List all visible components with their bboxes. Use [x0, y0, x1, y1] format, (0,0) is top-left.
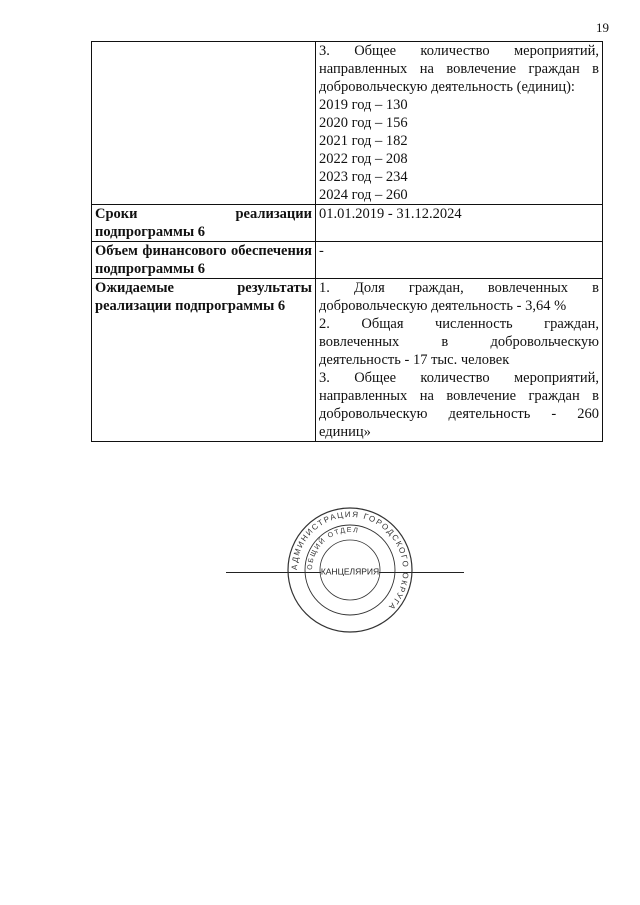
expected-result: 2. Общая численность граждан, вовлеченных в добровольческую деятельность - 17 тыс. человек — [319, 316, 599, 368]
row-label-cell: Ожидаемые результаты реализации подпрограммы 6 — [92, 279, 316, 442]
table-row — [92, 42, 603, 205]
year-value: 2019 год – 130 — [319, 97, 408, 113]
year-value: 2023 год – 234 — [319, 169, 408, 185]
table-row — [92, 279, 603, 442]
row-label-cell: Объем финансового обеспечения подпрограммы 6 — [92, 242, 316, 279]
stamp-inner-text: ОБЩИЙ ОТДЕЛ — [306, 526, 360, 571]
table-row — [92, 242, 603, 279]
expected-result: 3. Общее количество мероприятий, направленных на вовлечение граждан в добровольческую деятельность - 260 единиц» — [319, 370, 599, 440]
year-value: 2024 год – 260 — [319, 187, 408, 203]
row-value-cell: - — [316, 242, 603, 279]
year-value: 2021 год – 182 — [319, 133, 408, 149]
page-number: 19 — [596, 20, 609, 35]
row-value-cell: 01.01.2019 - 31.12.2024 — [316, 205, 603, 242]
expected-result: 1. Доля граждан, вовлеченных в добровольческую деятельность - 3,64 % — [319, 280, 599, 314]
program-passport-table — [91, 41, 603, 442]
year-value: 2022 год – 208 — [319, 151, 408, 167]
row-value-cell — [316, 279, 603, 442]
stamp-center-text: КАНЦЕЛЯРИЯ — [320, 566, 380, 577]
row-label-cell: Сроки реализации подпрограммы 6 — [92, 205, 316, 242]
row-value-cell — [316, 42, 603, 205]
stamp-outer-text: АДМИНИСТРАЦИЯ ГОРОДСКОГО ОКРУГА — [289, 509, 411, 613]
year-value: 2020 год – 156 — [319, 115, 408, 131]
office-stamp — [285, 505, 415, 635]
indicator-text: 3. Общее количество мероприятий, направленных на вовлечение граждан в добровольческую деятельность (единиц): — [319, 43, 599, 95]
table-row — [92, 205, 603, 242]
row-label-cell — [92, 42, 316, 205]
